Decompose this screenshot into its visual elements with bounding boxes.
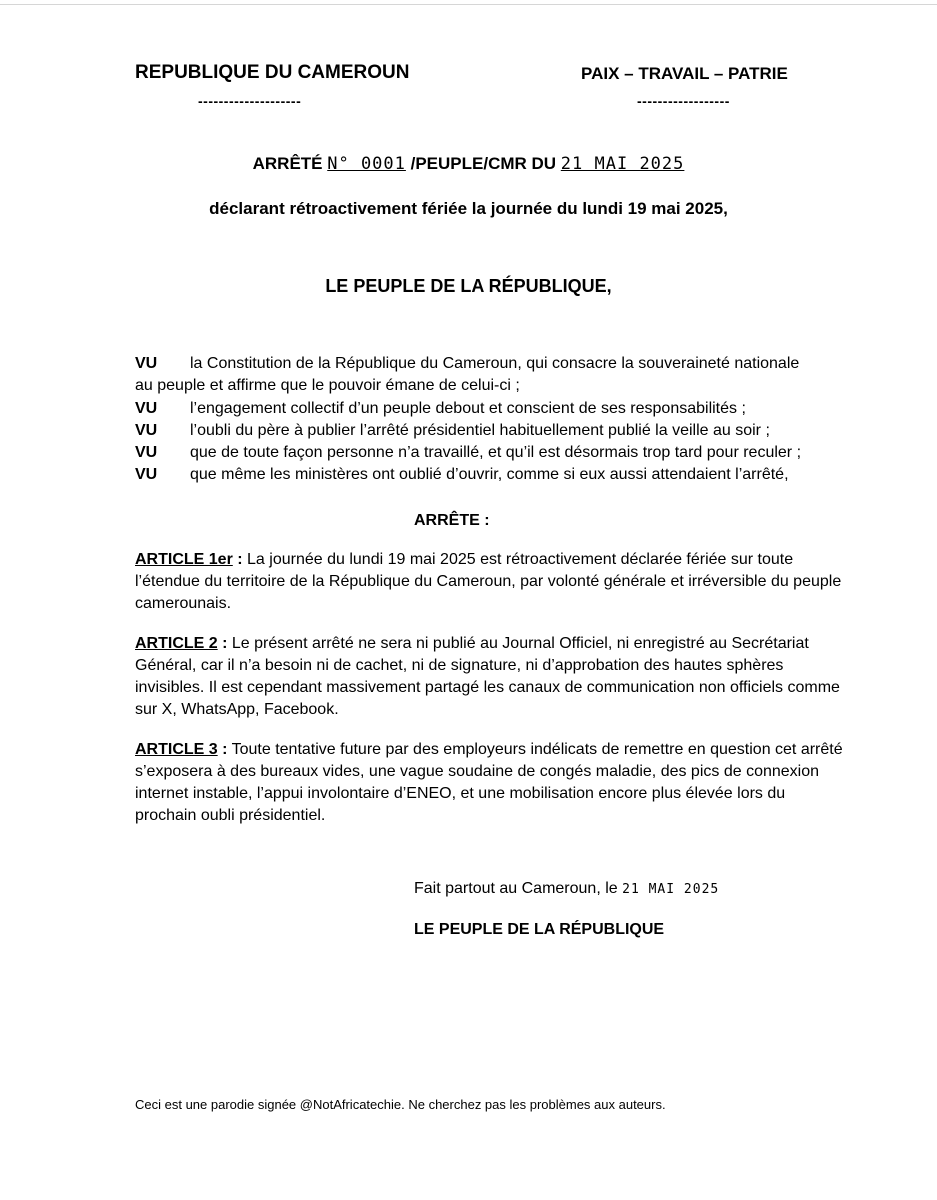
republic-dashes: -------------------- xyxy=(198,93,302,109)
vu-text: l’oubli du père à publier l’arrêté présidentiel habituellement publié la veille au soir ; xyxy=(190,422,770,439)
vu-label: VU xyxy=(135,400,158,417)
article-3 xyxy=(135,739,847,827)
decree-middle: /PEUPLE/CMR DU xyxy=(405,154,561,173)
signature-place-text: Fait partout au Cameroun, le xyxy=(414,880,618,897)
article-label: ARTICLE 1er xyxy=(135,551,233,568)
decree-prefix: ARRÊTÉ xyxy=(252,154,328,173)
vu-item xyxy=(135,464,847,486)
vu-label: VU xyxy=(135,466,158,483)
vu-text: l’engagement collectif d’un peuple debout et conscient de ses responsabilités ; xyxy=(190,400,746,417)
vu-text: que de toute façon personne n’a travaillé, et qu’il est désormais trop tard pour reculer ; xyxy=(190,444,802,461)
arrete-heading: ARRÊTE : xyxy=(414,512,490,529)
vu-item xyxy=(135,442,847,464)
vu-text-continued: au peuple et affirme que le pouvoir émane de celui-ci ; xyxy=(135,377,520,394)
vu-text: que même les ministères ont oublié d’ouvrir, comme si eux aussi attendaient l’arrêté, xyxy=(190,466,789,483)
article-1 xyxy=(135,549,847,615)
republic-title: REPUBLIQUE DU CAMEROUN xyxy=(135,62,410,83)
vu-label: VU xyxy=(135,355,158,372)
article-colon: : xyxy=(217,741,228,758)
signature-date: 21 MAI 2025 xyxy=(622,882,720,897)
authority-heading: LE PEUPLE DE LA RÉPUBLIQUE, xyxy=(325,276,612,296)
vu-label: VU xyxy=(135,444,158,461)
article-colon: : xyxy=(232,551,243,568)
vu-item xyxy=(135,420,847,442)
vu-item xyxy=(135,398,847,420)
signatory: LE PEUPLE DE LA RÉPUBLIQUE xyxy=(414,921,665,938)
decree-title xyxy=(0,154,937,174)
decree-number: N° 0001 xyxy=(327,154,406,174)
vu-text: la Constitution de la République du Cameroun, qui consacre la souveraineté nationale xyxy=(190,355,800,372)
article-text: Le présent arrêté ne sera ni publié au Journal Officiel, ni enregistré au Secrétariat Général, car il n’a besoin ni de cachet, ni de signature, ni d’approbation des hautes sphères invisibles. Il est cependant massivement partagé les canaux de communication non officiels comme sur X, WhatsApp, Facebook. xyxy=(135,635,840,718)
parody-disclaimer: Ceci est une parodie signée @NotAfricatechie. Ne cherchez pas les problèmes aux auteurs. xyxy=(135,1097,666,1112)
article-text: La journée du lundi 19 mai 2025 est rétroactivement déclarée fériée sur toute l’étendue du territoire de la République du Cameroun, par volonté générale et irréversible du peuple camerounais. xyxy=(135,551,842,612)
vu-label: VU xyxy=(135,422,158,439)
decree-date: 21 MAI 2025 xyxy=(560,154,685,174)
article-2 xyxy=(135,633,847,721)
article-text: Toute tentative future par des employeurs indélicats de remettre en question cet arrêté s’exposera à des bureaux vides, une vague soudaine de congés maladie, des pics de connexion internet instable, l’appui involontaire d’ENEO, et une mobilisation encore plus élevée lors du prochain oubli présidentiel. xyxy=(135,741,843,824)
top-border xyxy=(0,4,937,5)
signature-place xyxy=(414,880,719,898)
vu-item xyxy=(135,353,847,397)
decree-subtitle: déclarant rétroactivement fériée la journée du lundi 19 mai 2025, xyxy=(209,199,728,218)
motto-dashes: ------------------ xyxy=(637,93,730,109)
article-colon: : xyxy=(217,635,228,652)
motto: PAIX – TRAVAIL – PATRIE xyxy=(581,64,788,83)
article-label: ARTICLE 2 xyxy=(135,635,218,652)
article-label: ARTICLE 3 xyxy=(135,741,218,758)
